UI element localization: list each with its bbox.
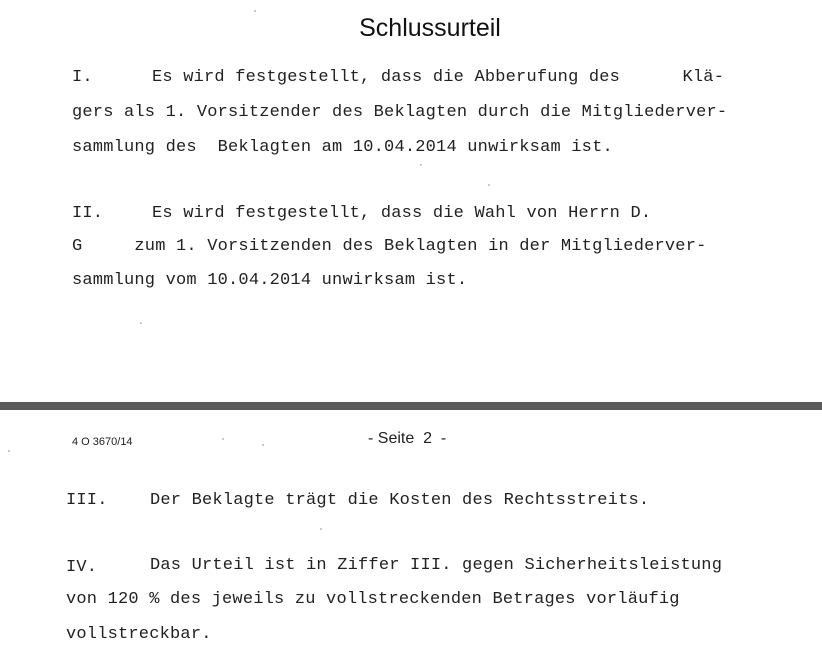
section-III-line-1: Der Beklagte trägt die Kosten des Rechtsstreits. <box>150 491 650 510</box>
document-page-2 <box>0 410 822 672</box>
section-I-line-1: Es wird festgestellt, dass die Abberufung des Klä- <box>152 68 725 87</box>
scan-speck <box>488 184 490 186</box>
document-title: Schlussurteil <box>359 14 501 42</box>
section-II-numeral: II. <box>72 204 104 223</box>
section-II-line-2: G zum 1. Vorsitzenden des Beklagten in der Mitgliederver- <box>72 237 707 256</box>
scan-speck <box>320 528 322 530</box>
section-IV-line-3: vollstreckbar. <box>66 625 212 644</box>
section-II-line-3: sammlung vom 10.04.2014 unwirksam ist. <box>72 271 468 290</box>
section-IV-line-1: Das Urteil ist in Ziffer III. gegen Sicherheitsleistung <box>150 556 723 575</box>
scan-speck <box>254 10 256 12</box>
scan-speck <box>8 450 10 452</box>
section-IV-numeral: IV. <box>66 558 98 577</box>
scan-speck <box>262 444 264 446</box>
scan-speck <box>222 438 224 440</box>
section-IV-line-2: von 120 % des jeweils zu vollstreckenden Betrages vorläufig <box>66 590 680 609</box>
section-I-line-2: gers als 1. Vorsitzender des Beklagten durch die Mitgliederver- <box>72 103 728 122</box>
section-II-line-1: Es wird festgestellt, dass die Wahl von Herrn D. <box>152 204 652 223</box>
page-separator <box>0 402 822 410</box>
case-number: 4 O 3670/14 <box>72 436 133 448</box>
scan-speck <box>420 164 422 166</box>
section-I-line-3: sammlung des Beklagten am 10.04.2014 unwirksam ist. <box>72 138 613 157</box>
page-number-label: - Seite 2 - <box>368 430 447 447</box>
scan-speck <box>140 322 142 324</box>
section-III-numeral: III. <box>66 491 108 510</box>
section-I-numeral: I. <box>72 68 93 87</box>
